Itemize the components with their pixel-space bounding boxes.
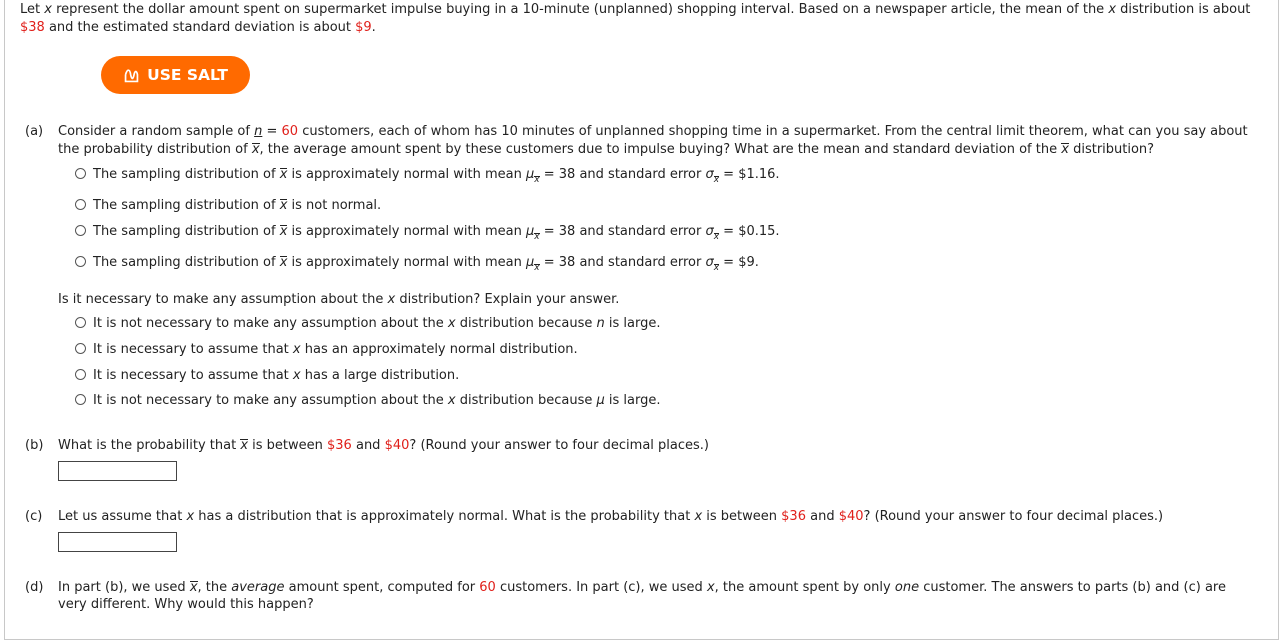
- radio-button[interactable]: [75, 256, 86, 267]
- part-b-question: What is the probability that x is between $36 and $40? (Round your answer to four decimal places.): [58, 438, 709, 453]
- radio-button[interactable]: [75, 369, 86, 380]
- part-a-option-4[interactable]: The sampling distribution of x is approximately normal with mean μx = 38 and standard error σx = $9.: [75, 255, 759, 270]
- radio-button[interactable]: [75, 225, 86, 236]
- part-d-question-line-2: very different. Why would this happen?: [58, 597, 314, 612]
- use-salt-label: USE SALT: [147, 66, 228, 84]
- intro-line-2: $38 and the estimated standard deviation is about $9.: [20, 20, 376, 35]
- intro-line-1: Let x represent the dollar amount spent on supermarket impulse buying in a 10-minute (unplanned) shopping interval. Based on a newspaper article, the mean of the x distribution is about: [20, 2, 1251, 17]
- part-d-question-line-1: In part (b), we used x, the average amount spent, computed for 60 customers. In part (c), we used x, the amount spent by only one customer. The answers to parts (b) and (c) are: [58, 580, 1226, 595]
- part-b-label: (b): [25, 438, 44, 453]
- assumption-option-3[interactable]: It is necessary to assume that x has a large distribution.: [75, 368, 459, 383]
- part-a-option-3[interactable]: The sampling distribution of x is approximately normal with mean μx = 38 and standard error σx = $0.15.: [75, 224, 780, 239]
- radio-button[interactable]: [75, 317, 86, 328]
- radio-button[interactable]: [75, 394, 86, 405]
- radio-button[interactable]: [75, 199, 86, 210]
- part-c-label: (c): [25, 509, 43, 524]
- assumption-option-4[interactable]: It is not necessary to make any assumption about the x distribution because μ is large.: [75, 393, 661, 408]
- assumption-option-2[interactable]: It is necessary to assume that x has an approximately normal distribution.: [75, 342, 578, 357]
- salt-chart-icon: [123, 67, 140, 84]
- part-a-label: (a): [25, 124, 44, 139]
- radio-button[interactable]: [75, 168, 86, 179]
- assumption-question: Is it necessary to make any assumption about the x distribution? Explain your answer.: [58, 292, 620, 307]
- use-salt-button[interactable]: [101, 56, 250, 94]
- part-a-question-line-1: Consider a random sample of n = 60 customers, each of whom has 10 minutes of unplanned shopping time in a supermarket. From the central limit theorem, what can you say about: [58, 124, 1248, 139]
- radio-button[interactable]: [75, 343, 86, 354]
- assumption-option-1[interactable]: It is not necessary to make any assumption about the x distribution because n is large.: [75, 316, 660, 331]
- part-b-answer-input[interactable]: [58, 461, 177, 481]
- part-d-label: (d): [25, 580, 44, 595]
- part-a-option-1[interactable]: The sampling distribution of x is approximately normal with mean μx = 38 and standard error σx = $1.16.: [75, 167, 780, 182]
- part-c-question: Let us assume that x has a distribution that is approximately normal. What is the probability that x is between $36 and $40? (Round your answer to four decimal places.): [58, 509, 1164, 524]
- part-a-option-2[interactable]: The sampling distribution of x is not normal.: [75, 198, 381, 213]
- part-c-answer-input[interactable]: [58, 532, 177, 552]
- part-a-question-line-2: the probability distribution of x, the average amount spent by these customers due to impulse buying? What are the mean and standard deviation of the x distribution?: [58, 142, 1155, 157]
